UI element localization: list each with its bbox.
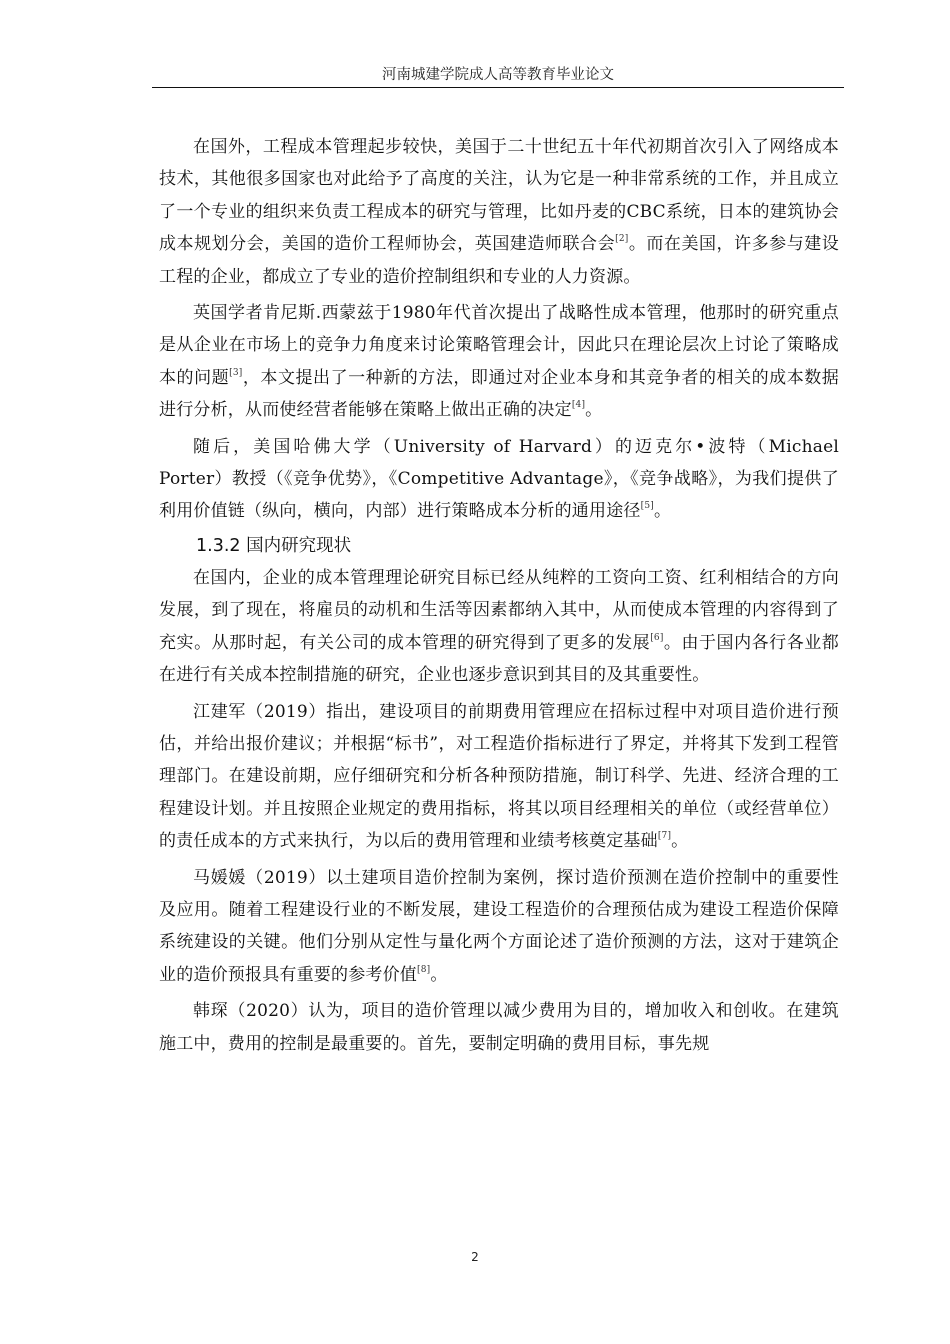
- page-number: 2: [471, 1250, 479, 1264]
- citation-ref: [2]: [615, 234, 629, 245]
- paragraph-text: 在国内，企业的成本管理理论研究目标已经从纯粹的工资向工资、红利相结合的方向发展，到了现在，将雇员的动机和生活等因素都纳入其中，从而使成本管理的内容得到了充实。从那时起，有关公司的成本管理的研究得到了更多的发展: [159, 567, 839, 653]
- paragraph: [159, 562, 839, 692]
- paragraph-text: 马媛媛（2019）以土建项目造价控制为案例，探讨造价预测在造价控制中的重要性及应用。随着工程建设行业的不断发展，建设工程造价的合理预估成为建设工程造价保障系统建设的关键。他们分别从定性与量化两个方面论述了造价预测的方法，这对于建筑企业的造价预报具有重要的参考价值: [159, 867, 839, 985]
- paragraph-text: 江建军（2019）指出，建设项目的前期费用管理应在招标过程中对项目造价进行预估，并给出报价建议；并根据“标书”，对工程造价指标进行了界定，并将其下发到工程管理部门。在建设前期，应仔细研究和分析各种预防措施，制订科学、先进、经济合理的工程建设计划。并且按照企业规定的费用指标，将其以项目经理相关的单位（或经营单位）的责任成本的方式来执行，为以后的费用管理和业绩考核奠定基础: [159, 701, 839, 852]
- paragraph-text: 。而在美国，许多参与建设工程的企业，都成立了专业的造价控制组织和专业的人力资源。: [159, 234, 839, 287]
- paragraph: [159, 431, 839, 528]
- page-header-title: 河南城建学院成人高等教育毕业论文: [382, 67, 614, 83]
- paragraph-text: 英国学者肯尼斯.西蒙兹于1980年代首次提出了战略性成本管理，他那时的研究重点是从企业在市场上的竞争力角度来讨论策略管理会计，因此只在理论层次上讨论了策略成本的问题: [159, 303, 839, 388]
- paragraph-text: 。: [653, 501, 672, 522]
- paragraph-text: 。: [671, 831, 689, 852]
- paragraph-text: 。: [430, 964, 448, 985]
- paragraph: [159, 696, 839, 858]
- paragraph-text: 韩琛（2020）认为，项目的造价管理以减少费用为目的，增加收入和创收。在建筑施工中，费用的控制是最重要的。首先，要制定明确的费用目标，事先规: [159, 1001, 839, 1054]
- citation-ref: [3]: [229, 367, 243, 378]
- paragraph-text: ，本文提出了一种新的方法，即通过对企业本身和其竞争者的相关的成本数据进行分析，从而使经营者能够在策略上做出正确的决定: [159, 367, 839, 421]
- paragraph: [159, 995, 839, 1060]
- citation-ref: [7]: [657, 831, 672, 842]
- paragraph: [159, 131, 839, 293]
- citation-ref: [5]: [640, 501, 654, 512]
- citation-ref: [8]: [417, 964, 431, 975]
- paragraph: [159, 297, 839, 427]
- paragraph: [159, 862, 839, 992]
- paragraph-text: 在国外，工程成本管理起步较快，美国于二十世纪五十年代初期首次引入了网络成本技术，其他很多国家也对此给予了高度的关注，认为它是一种非常系统的工作，并且成立了一个专业的组织来负责工程成本的研究与管理，比如丹麦的CBC系统，日本的建筑协会成本规划分会，美国的造价工程师协会，英国建造师联合会: [159, 137, 839, 255]
- body-text: [159, 131, 839, 1060]
- citation-ref: [6]: [650, 632, 664, 643]
- header-divider: [152, 87, 844, 88]
- citation-ref: [4]: [571, 400, 586, 411]
- paragraph-text: 随后，美国哈佛大学（University of Harvard）的迈克尔•波特（Michael Porter）教授（《竞争优势》，《Competitive Advantage》，《竞争战略》，为我们提供了利用价值链（纵向，横向，内部）进行策略成本分析的通用途径: [159, 436, 839, 522]
- section-heading: 1.3.2 国内研究现状: [196, 535, 352, 556]
- paragraph-text: 。由于国内各行各业都在进行有关成本控制措施的研究，企业也逐步意识到其目的及其重要性。: [159, 632, 839, 686]
- paragraph-text: 。: [585, 400, 603, 421]
